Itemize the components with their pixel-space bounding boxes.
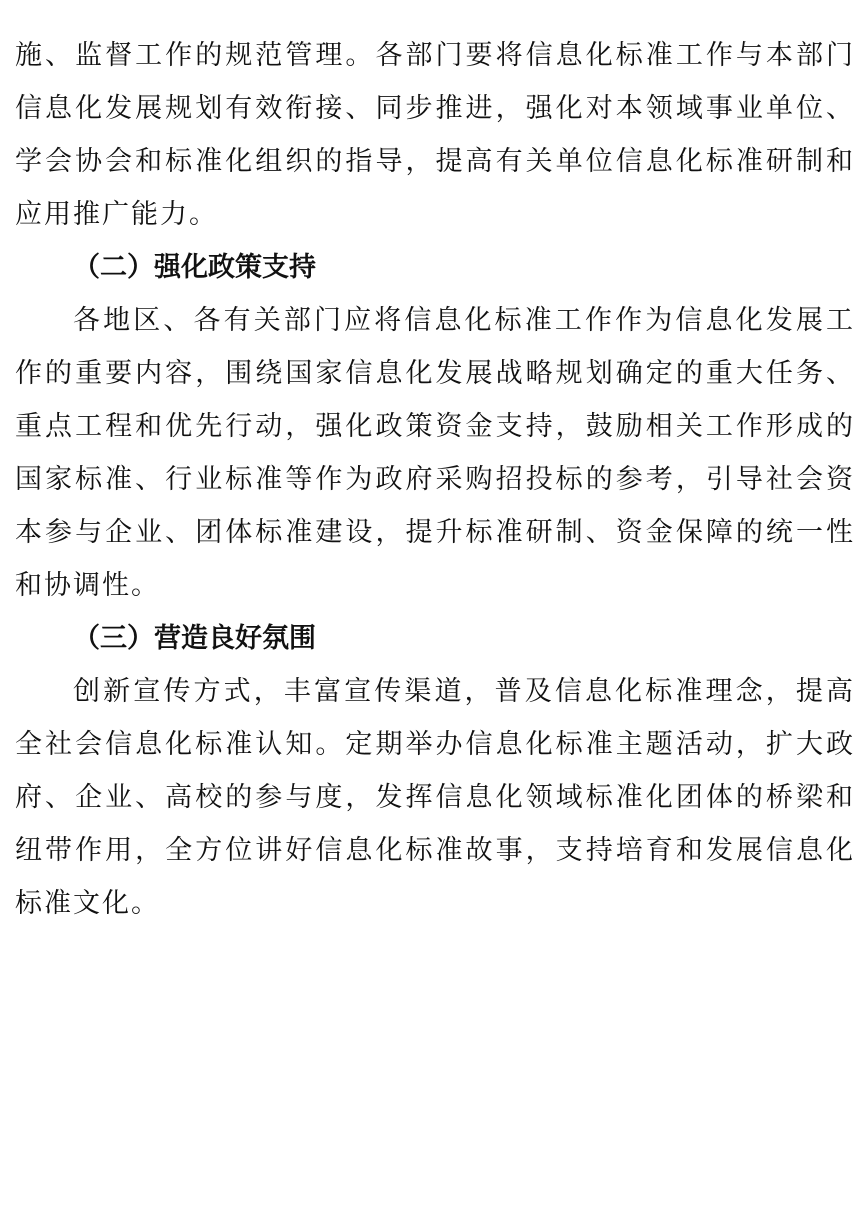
paragraph bbox=[15, 294, 853, 612]
text-line: 重点工程和优先行动，强化政策资金支持，鼓励相关工作形成的 bbox=[15, 411, 853, 442]
text-line: 和协调性。 bbox=[15, 570, 160, 601]
text-line: 作的重要内容，围绕国家信息化发展战略规划确定的重大任务、 bbox=[15, 358, 853, 389]
paragraph bbox=[15, 665, 853, 930]
text-line: 施、监督工作的规范管理。各部门要将信息化标准工作与本部门 bbox=[15, 40, 853, 71]
paragraph bbox=[15, 29, 853, 241]
text-line: 全社会信息化标准认知。定期举办信息化标准主题活动，扩大政 bbox=[15, 729, 853, 760]
text-line: 创新宣传方式，丰富宣传渠道，普及信息化标准理念，提高 bbox=[73, 676, 853, 707]
text-line: 国家标准、行业标准等作为政府采购招投标的参考，引导社会资 bbox=[15, 464, 853, 495]
section-heading: （二）强化政策支持 bbox=[73, 252, 316, 283]
text-line: 府、企业、高校的参与度，发挥信息化领域标准化团体的桥梁和 bbox=[15, 782, 853, 813]
section-heading: （三）营造良好氛围 bbox=[73, 623, 316, 654]
text-line: 纽带作用，全方位讲好信息化标准故事，支持培育和发展信息化 bbox=[15, 835, 853, 866]
text-line: 学会协会和标准化组织的指导，提高有关单位信息化标准研制和 bbox=[15, 146, 853, 177]
text-line: 应用推广能力。 bbox=[15, 199, 218, 230]
text-line: 信息化发展规划有效衔接、同步推进，强化对本领域事业单位、 bbox=[15, 93, 853, 124]
text-line: 各地区、各有关部门应将信息化标准工作作为信息化发展工 bbox=[73, 305, 853, 336]
text-line: 标准文化。 bbox=[15, 888, 160, 919]
document-page bbox=[15, 29, 853, 930]
text-line: 本参与企业、团体标准建设，提升标准研制、资金保障的统一性 bbox=[15, 517, 853, 548]
